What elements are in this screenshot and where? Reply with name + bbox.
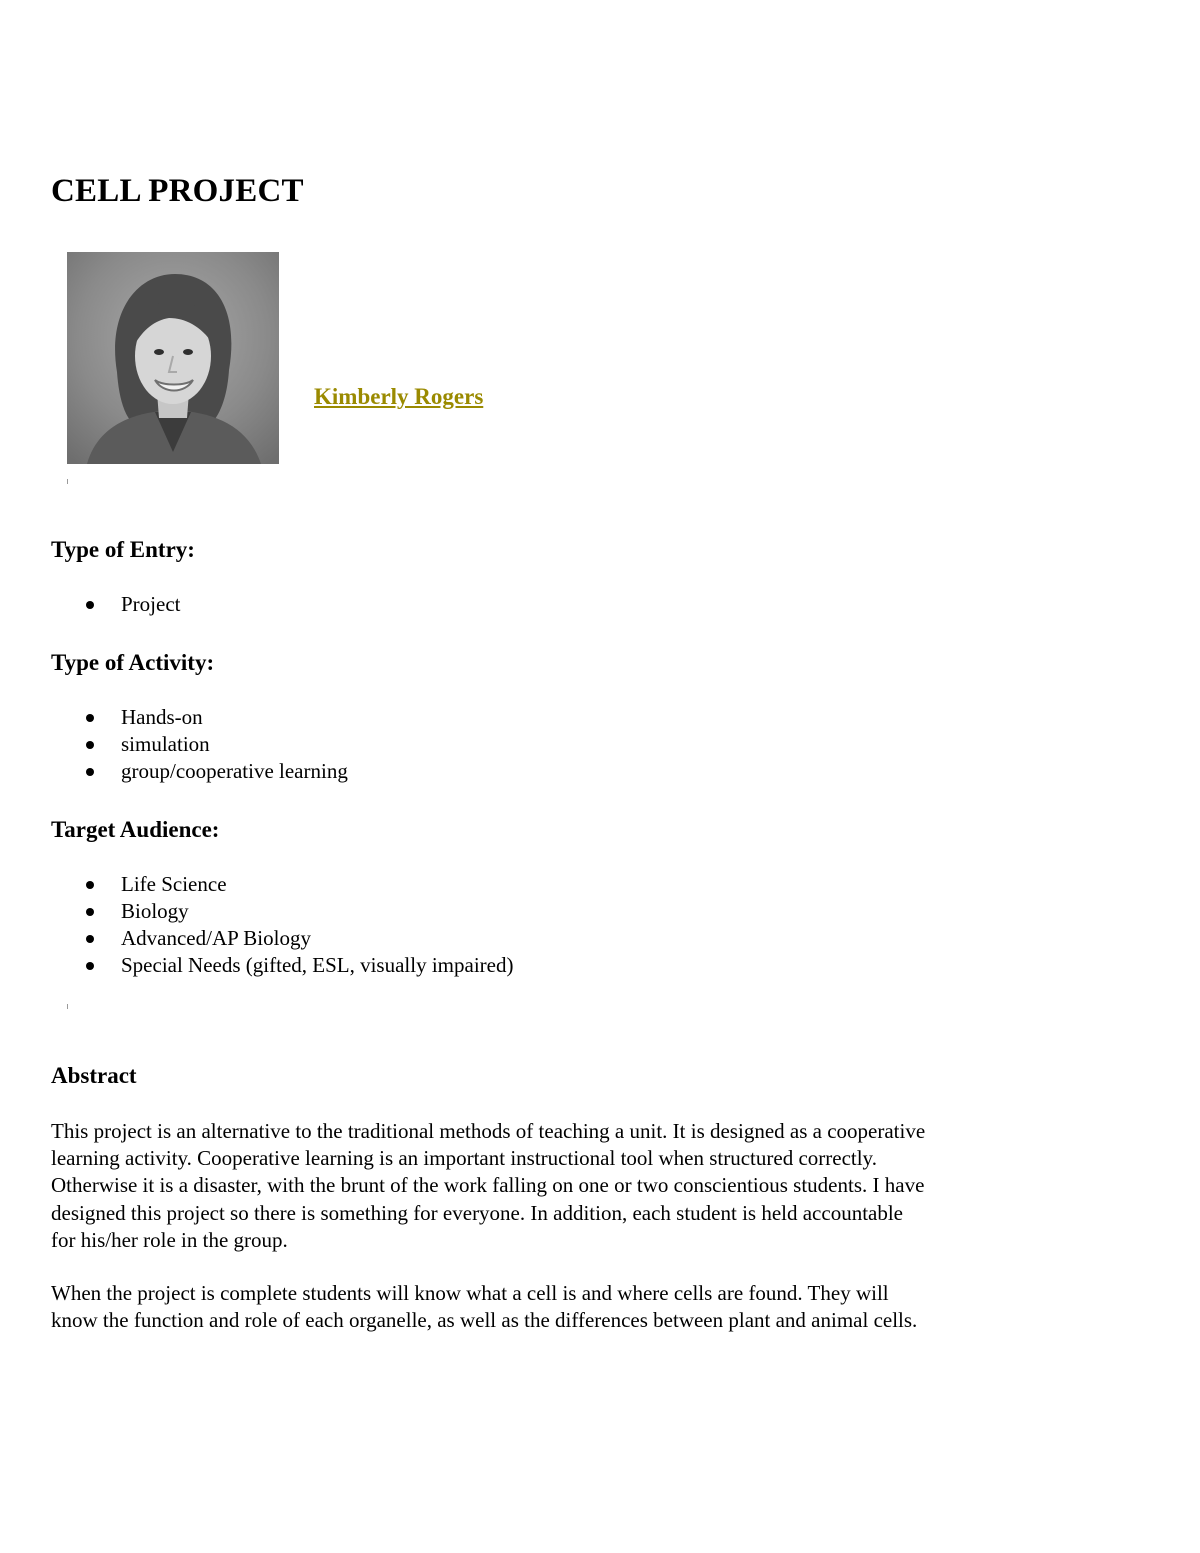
list-item: Special Needs (gifted, ESL, visually impaired) — [0, 952, 513, 979]
abstract-paragraph: When the project is complete students will know what a cell is and where cells are found. They will know the function and role of each organelle, as well as the differences between plant and animal cells. — [51, 1281, 918, 1333]
bullet-icon — [86, 881, 94, 889]
divider-mark — [67, 479, 68, 484]
list-item: Biology — [0, 898, 513, 925]
list-item: Project — [0, 591, 180, 618]
bullet-icon — [86, 601, 94, 609]
target-audience-list — [0, 871, 513, 979]
bullet-icon — [86, 768, 94, 776]
bullet-icon — [86, 908, 94, 916]
portrait-photo-icon — [67, 252, 279, 464]
target-audience-heading: Target Audience: — [51, 817, 220, 842]
page-title: CELL PROJECT — [51, 173, 304, 209]
type-of-activity-list — [0, 704, 348, 785]
type-of-entry-heading: Type of Entry: — [51, 537, 195, 562]
bullet-icon — [86, 741, 94, 749]
list-item: group/cooperative learning — [0, 758, 348, 785]
list-item: Advanced/AP Biology — [0, 925, 513, 952]
author-photo — [67, 252, 279, 464]
list-item: Hands-on — [0, 704, 348, 731]
list-item: Life Science — [0, 871, 513, 898]
abstract-heading: Abstract — [51, 1063, 137, 1088]
bullet-icon — [86, 935, 94, 943]
bullet-icon — [86, 962, 94, 970]
type-of-activity-heading: Type of Activity: — [51, 650, 215, 675]
list-item: simulation — [0, 731, 348, 758]
bullet-icon — [86, 714, 94, 722]
type-of-entry-list — [0, 591, 180, 618]
abstract-paragraph: This project is an alternative to the traditional methods of teaching a unit. It is designed as a cooperative learning activity. Cooperative learning is an important instructional tool when structured correctly. Otherwise it is a disaster, with the brunt of the work falling on one or two conscientious students. I have designed this project so there is something for everyone. In addition, each student is held accountable for his/her role in the group. — [51, 1119, 926, 1252]
author-name-link[interactable]: Kimberly Rogers — [314, 384, 484, 409]
divider-mark — [67, 1004, 68, 1009]
